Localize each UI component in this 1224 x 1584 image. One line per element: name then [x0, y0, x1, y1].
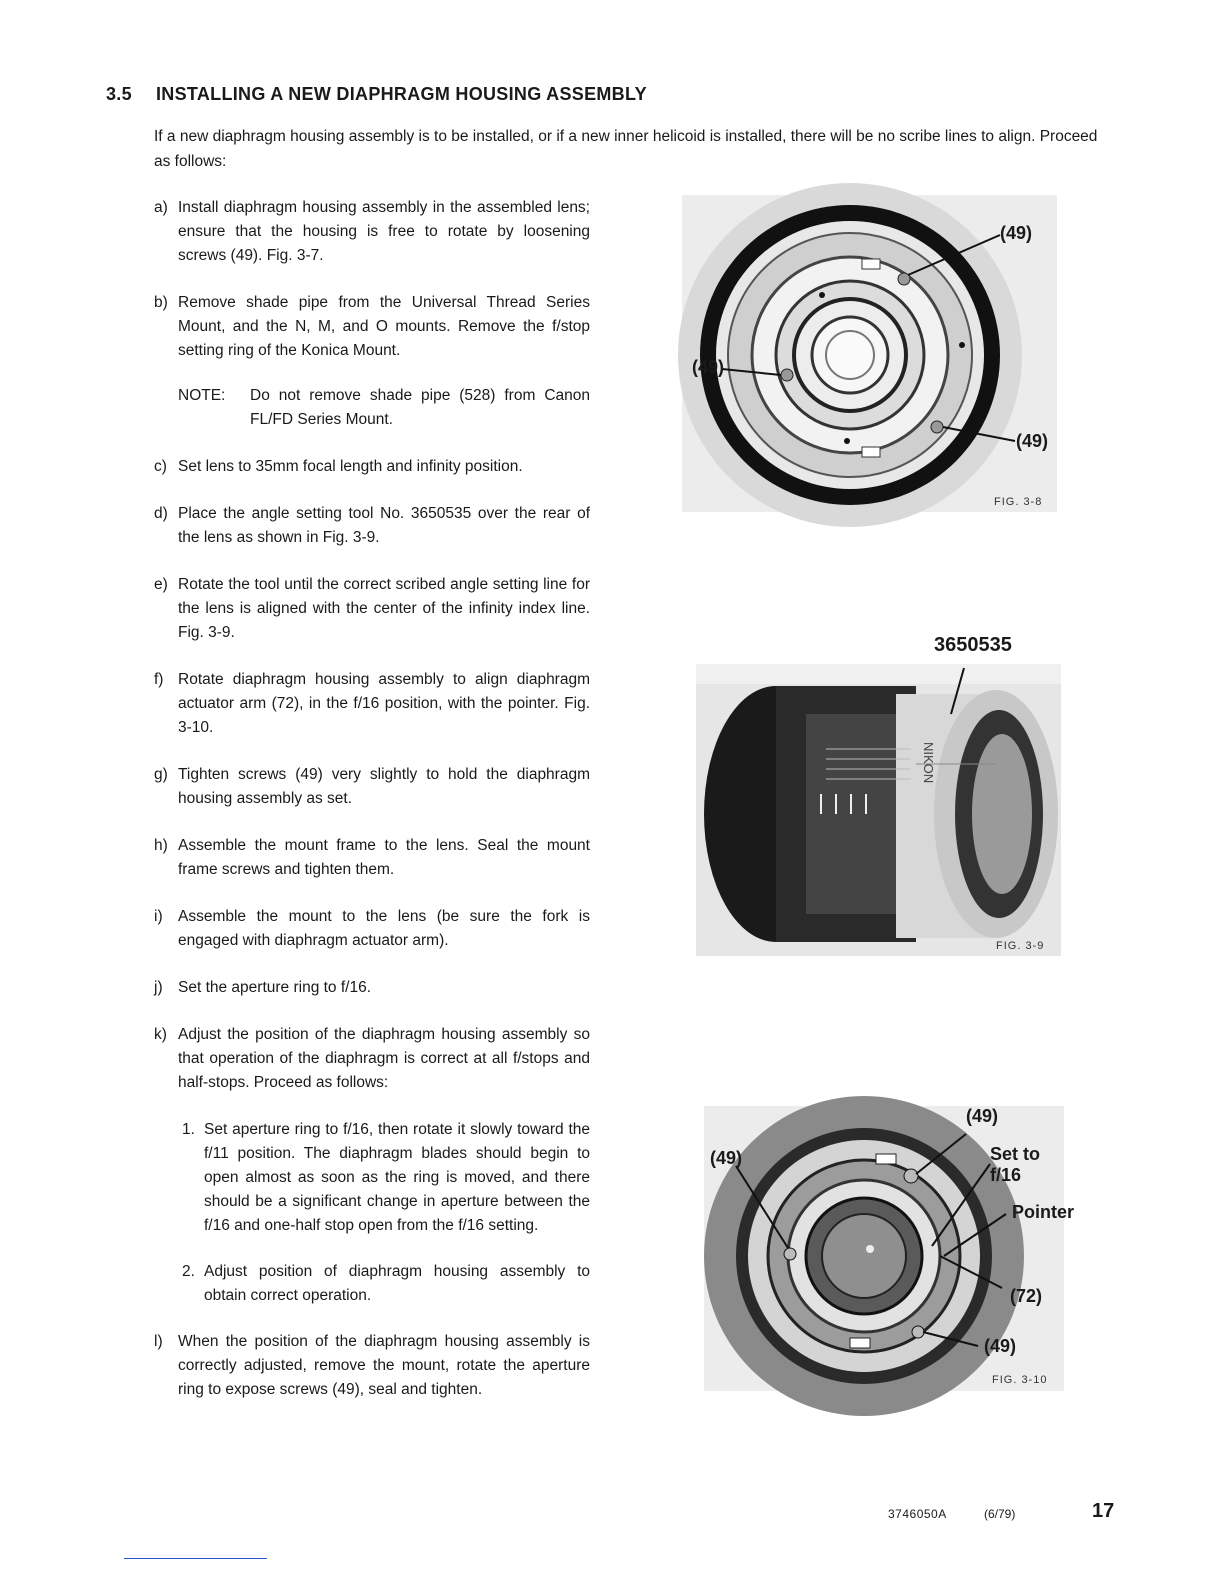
section-heading — [106, 84, 647, 105]
callout-pointer: Pointer — [1012, 1202, 1075, 1222]
page-number: 17 — [1092, 1500, 1115, 1522]
callout-49-left: (49) — [692, 357, 725, 377]
step-b: b) Remove shade pipe from the Universal Thread Series Mount, and the N, M, and O mounts. Remove the f/stop setting ring of the Konica Mount. — [154, 294, 590, 359]
angle-setting-tool-photo — [696, 664, 1061, 956]
step-k: k) Adjust the position of the diaphragm housing assembly so that operation of the diaphragm is correct at all f/stops and half-stops. Proceed as follows: — [154, 1026, 590, 1091]
section-number: 3.5 — [106, 84, 132, 104]
document-code: 3746050A — [888, 1507, 947, 1521]
step-h: h) Assemble the mount frame to the lens. Seal the mount frame screws and tighten them. — [154, 837, 590, 878]
figure-3-8 — [682, 195, 1057, 512]
note — [178, 384, 590, 432]
step-e: e) Rotate the tool until the correct scribed angle setting line for the lens is aligned with the center of the infinity index line. Fig. 3-9. — [154, 576, 590, 641]
step-f: f) Rotate diaphragm housing assembly to align diaphragm actuator arm (72), in the f/16 position, with the pointer. Fig. 3-10. — [154, 671, 590, 736]
callout-49-bottom: (49) — [1016, 431, 1049, 451]
figure-3-10 — [704, 1106, 1075, 1391]
document-date: (6/79) — [984, 1507, 1016, 1521]
step-a: a) Install diaphragm housing assembly in the assembled lens; ensure that the housing is free to rotate by loosening screws (49). Fig. 3-7. — [154, 199, 590, 264]
callout-49-bottom: (49) — [984, 1336, 1017, 1356]
footnote-rule — [124, 1558, 267, 1559]
tool-ring-text: NIKON — [921, 742, 936, 784]
callout-72: (72) — [1010, 1286, 1043, 1306]
callout-set-to-f16: Set to f/16 — [990, 1144, 1041, 1185]
procedure-steps — [154, 196, 590, 1425]
figure-caption-3-9: FIG. 3-9 — [996, 940, 1045, 952]
step-l: l) When the position of the diaphragm housing assembly is correctly adjusted, remove the mount, rotate the aperture ring to expose screws (49), seal and tighten. — [154, 1333, 590, 1398]
substep-2: 2. Adjust position of diaphragm housing assembly to obtain correct operation. — [182, 1263, 590, 1304]
figure-3-9 — [696, 664, 1061, 956]
step-c: c) Set lens to 35mm focal length and infinity position. — [154, 458, 523, 475]
substep-1: 1. Set aperture ring to f/16, then rotate it slowly toward the f/11 position. The diaphragm blades should begin to open almost as soon as the ring is moved, and there should be a significant change in aperture between the f/16 and one-half stop open from the f/16 setting. — [182, 1121, 590, 1234]
callout-3650535: 3650535 — [934, 634, 1012, 656]
figure-caption-3-10: FIG. 3-10 — [992, 1374, 1048, 1386]
note-label: NOTE: — [178, 387, 226, 404]
step-i: i) Assemble the mount to the lens (be sure the fork is engaged with diaphragm actuator arm). — [154, 908, 590, 949]
callout-49-top: (49) — [966, 1106, 999, 1126]
step-d: d) Place the angle setting tool No. 3650535 over the rear of the lens as shown in Fig. 3-9. — [154, 505, 590, 546]
figure-caption-3-8: FIG. 3-8 — [994, 496, 1043, 508]
note-text: Do not remove shade pipe (528) from Canon FL/FD Series Mount. — [250, 387, 590, 428]
callout-49-left: (49) — [710, 1148, 743, 1168]
intro-paragraph: If a new diaphragm housing assembly is to be installed, or if a new inner helicoid is installed, there will be no scribe lines to align. Proceed as follows: — [154, 128, 1098, 170]
callout-49-top: (49) — [1000, 223, 1033, 243]
section-title: INSTALLING A NEW DIAPHRAGM HOUSING ASSEMBLY — [156, 84, 647, 104]
step-j: j) Set the aperture ring to f/16. — [154, 979, 372, 996]
step-g: g) Tighten screws (49) very slightly to hold the diaphragm housing assembly as set. — [154, 766, 590, 807]
